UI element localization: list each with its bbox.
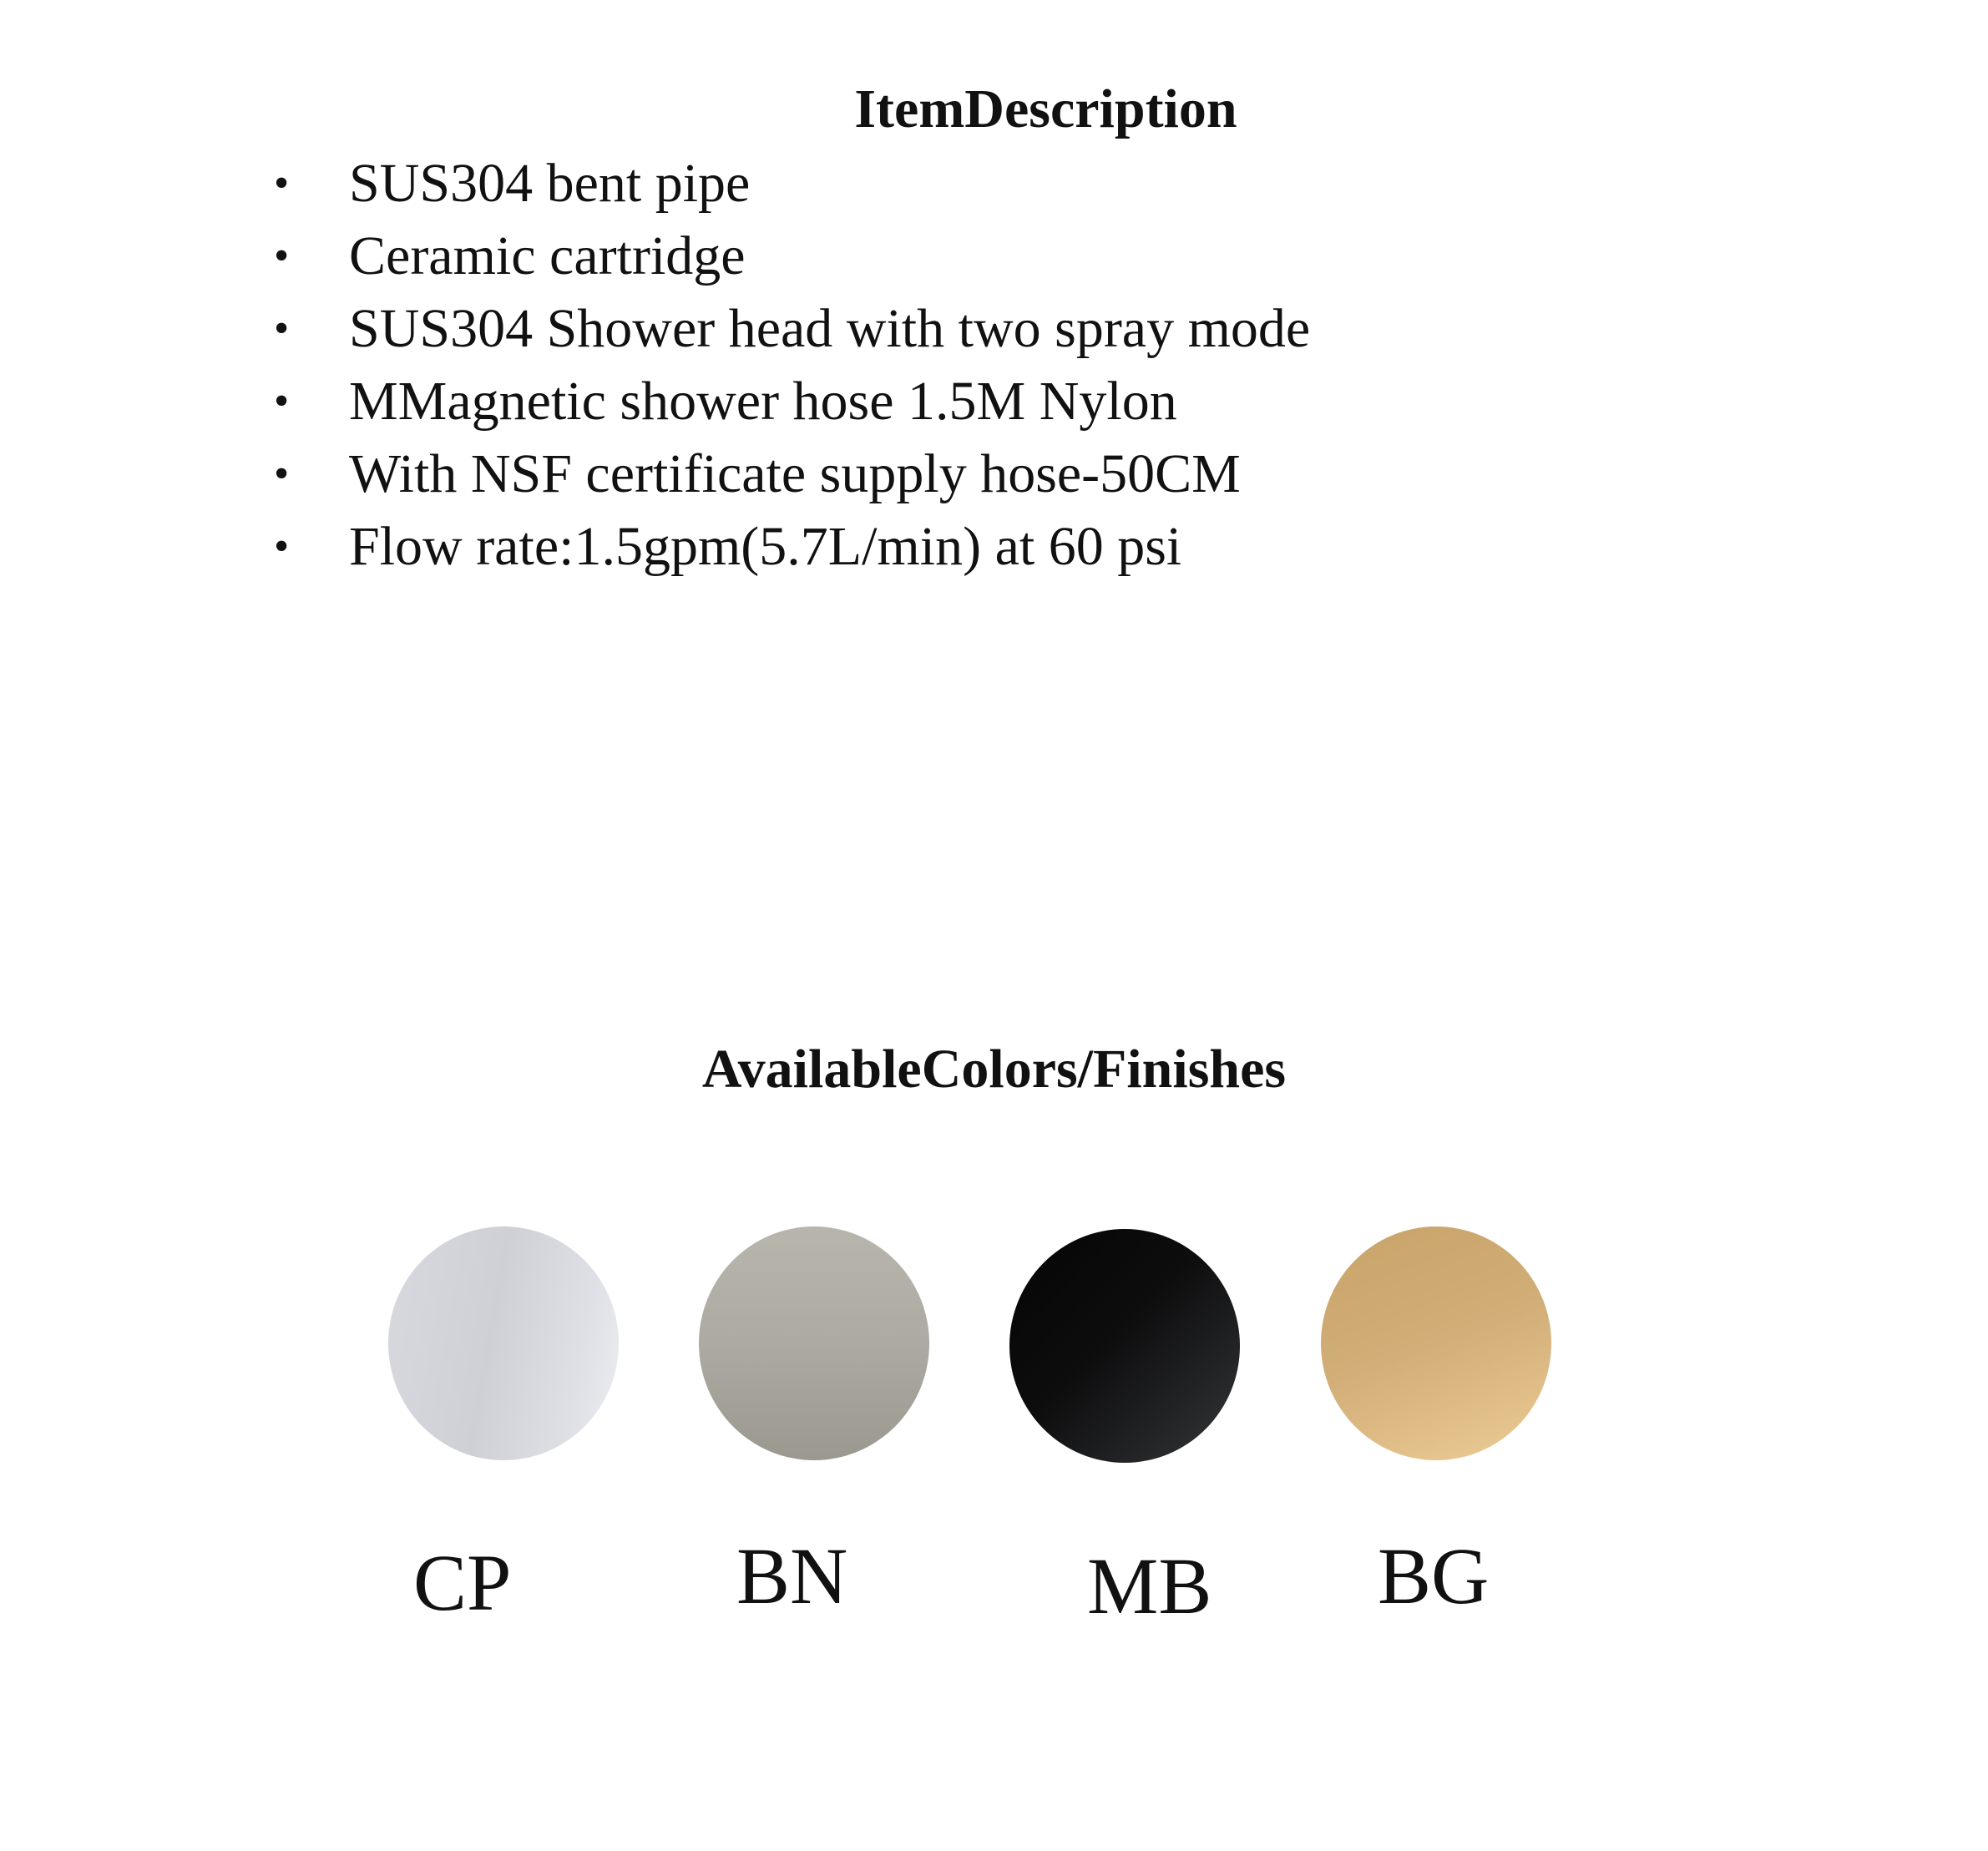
finish-label-bg: BG <box>1378 1531 1490 1621</box>
list-item-text: MMagnetic shower hose 1.5M Nylon <box>349 371 1177 432</box>
list-item-text: With NSF certificate supply hose-50CM <box>349 443 1241 504</box>
swatch-mb <box>1009 1229 1240 1463</box>
bullet-icon: • <box>274 450 290 498</box>
available-colors-title: AvailableColors/Finishes <box>701 1039 1287 1100</box>
finish-label-mb: MB <box>1087 1541 1212 1631</box>
bullet-icon: • <box>274 232 290 280</box>
bullet-icon: • <box>274 159 290 207</box>
swatch-cp <box>388 1226 619 1460</box>
list-item <box>266 147 1310 220</box>
list-item-text: SUS304 Shower head with two spray mode <box>349 298 1311 359</box>
list-item <box>266 510 1310 583</box>
list-item-text: Ceramic cartridge <box>349 225 746 286</box>
list-item-text: SUS304 bent pipe <box>349 153 751 214</box>
list-item <box>266 437 1310 510</box>
bullet-icon: • <box>274 523 290 570</box>
item-description-title: ItemDescription <box>854 78 1237 139</box>
bullet-icon: • <box>274 377 290 425</box>
bullet-icon: • <box>274 305 290 352</box>
list-item-text: Flow rate:1.5gpm(5.7L/min) at 60 psi <box>349 516 1182 577</box>
item-description-list <box>266 147 1310 583</box>
list-item <box>266 292 1310 365</box>
list-item <box>266 365 1310 437</box>
swatch-bn <box>699 1226 929 1460</box>
list-item <box>266 220 1310 292</box>
swatch-bg <box>1321 1226 1551 1460</box>
finish-label-cp: CP <box>413 1538 512 1627</box>
finish-label-bn: BN <box>736 1531 848 1621</box>
